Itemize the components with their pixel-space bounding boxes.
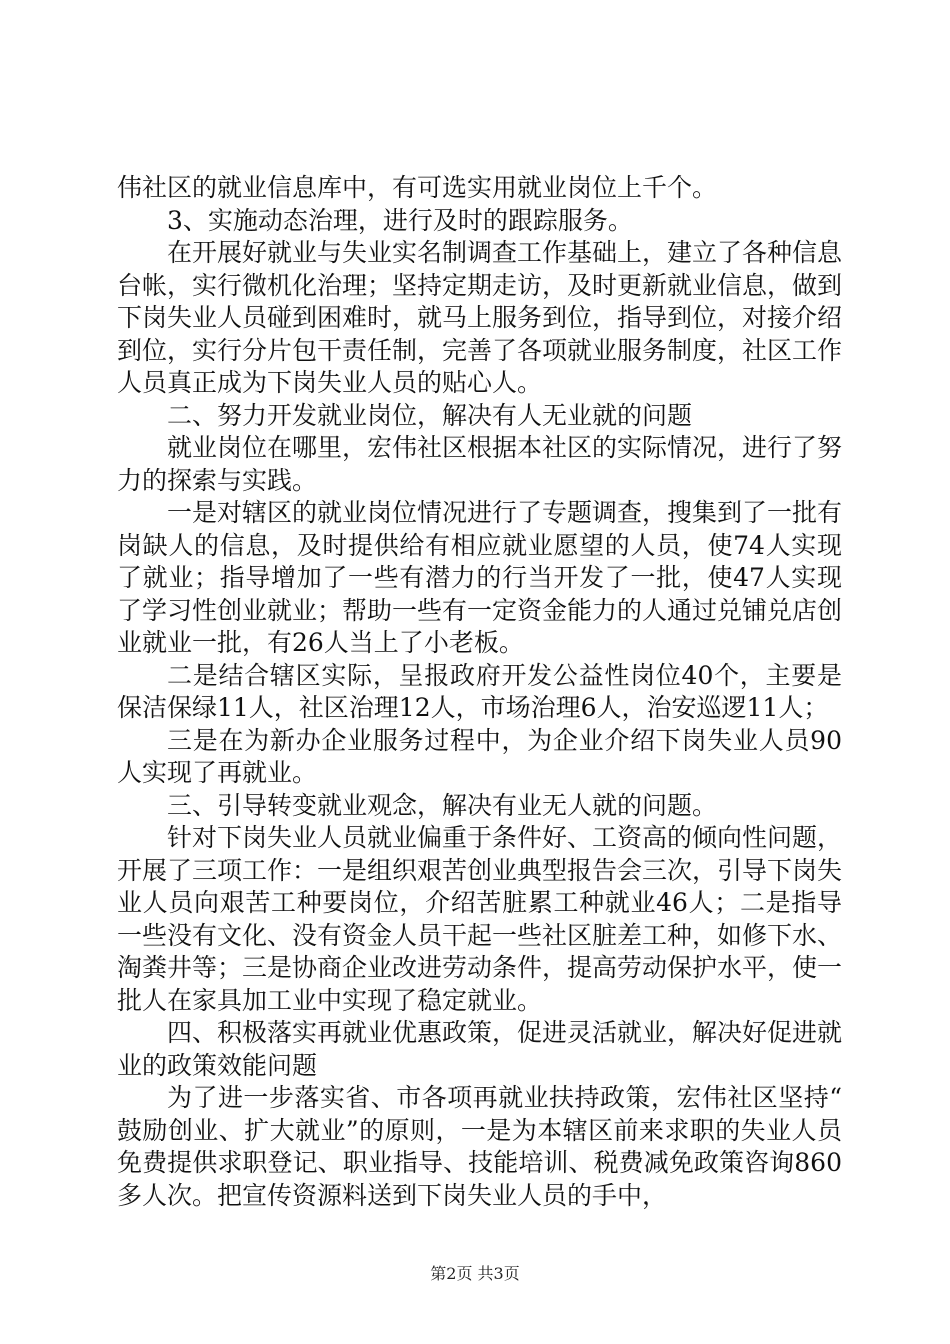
paragraph-12: 为了进一步落实省、市各项再就业扶持政策，宏伟社区坚持“鼓励创业、扩大就业”的原则，一是为本辖区前来求职的失业人员免费提供求职登记、职业指导、技能培训、税费减免政策咨询860多人次。把宣传资源料送到下岗失业人员的手中， [117,1083,842,1210]
paragraph-6: 一是对辖区的就业岗位情况进行了专题调查，搜集到了一批有岗缺人的信息，及时提供给有相应就业愿望的人员，使74人实现了就业；指导增加了一些有潜力的行当开发了一批，使47人实现了学习性创业就业；帮助一些有一定资金能力的人通过兑铺兑店创业就业一批，有26人当上了小老板。 [117,498,843,657]
document-body [117,172,842,1212]
paragraph-3: 在开展好就业与失业实名制调查工作基础上，建立了各种信息台帐，实行微机化治理；坚持定期走访，及时更新就业信息，做到下岗失业人员碰到困难时，就马上服务到位，指导到位，对接介绍到位，实行分片包干责任制，完善了各项就业服务制度，社区工作人员真正成为下岗失业人员的贴心人。 [117,238,843,397]
page-footer: 第2页 共3页 [430,1264,520,1283]
paragraph-5: 就业岗位在哪里，宏伟社区根据本社区的实际情况，进行了努力的探索与实践。 [117,433,843,495]
section-heading-2: 二、努力开发就业岗位，解决有人无业就的问题 [167,400,693,430]
paragraph-10: 针对下岗失业人员就业偏重于条件好、工资高的倾向性问题，开展了三项工作：一是组织艰苦创业典型报告会三次，引导下岗失业人员向艰苦工种要岗位，介绍苦脏累工种就业46人；二是指导一些没有文化、没有资金人员干起一些社区脏差工种，如修下水、淘粪井等；三是协商企业改进劳动条件，提高劳动保护水平，使一批人在家具加工业中实现了稳定就业。 [117,823,843,1015]
paragraph-2: 3、实施动态治理，进行及时的跟踪服务。 [167,205,633,235]
section-heading-4: 四、积极落实再就业优惠政策，促进灵活就业，解决好促进就业的政策效能问题 [117,1018,843,1080]
paragraph-1: 伟社区的就业信息库中，有可选实用就业岗位上千个。 [117,173,718,202]
section-heading-3: 三、引导转变就业观念，解决有业无人就的问题。 [167,790,718,820]
paragraph-8: 三是在为新办企业服务过程中，为企业介绍下岗失业人员90人实现了再就业。 [117,725,842,787]
paragraph-7: 二是结合辖区实际，呈报政府开发公益性岗位40个，主要是保洁保绿11人，社区治理12人，市场治理6人，治安巡逻11人； [117,660,842,722]
